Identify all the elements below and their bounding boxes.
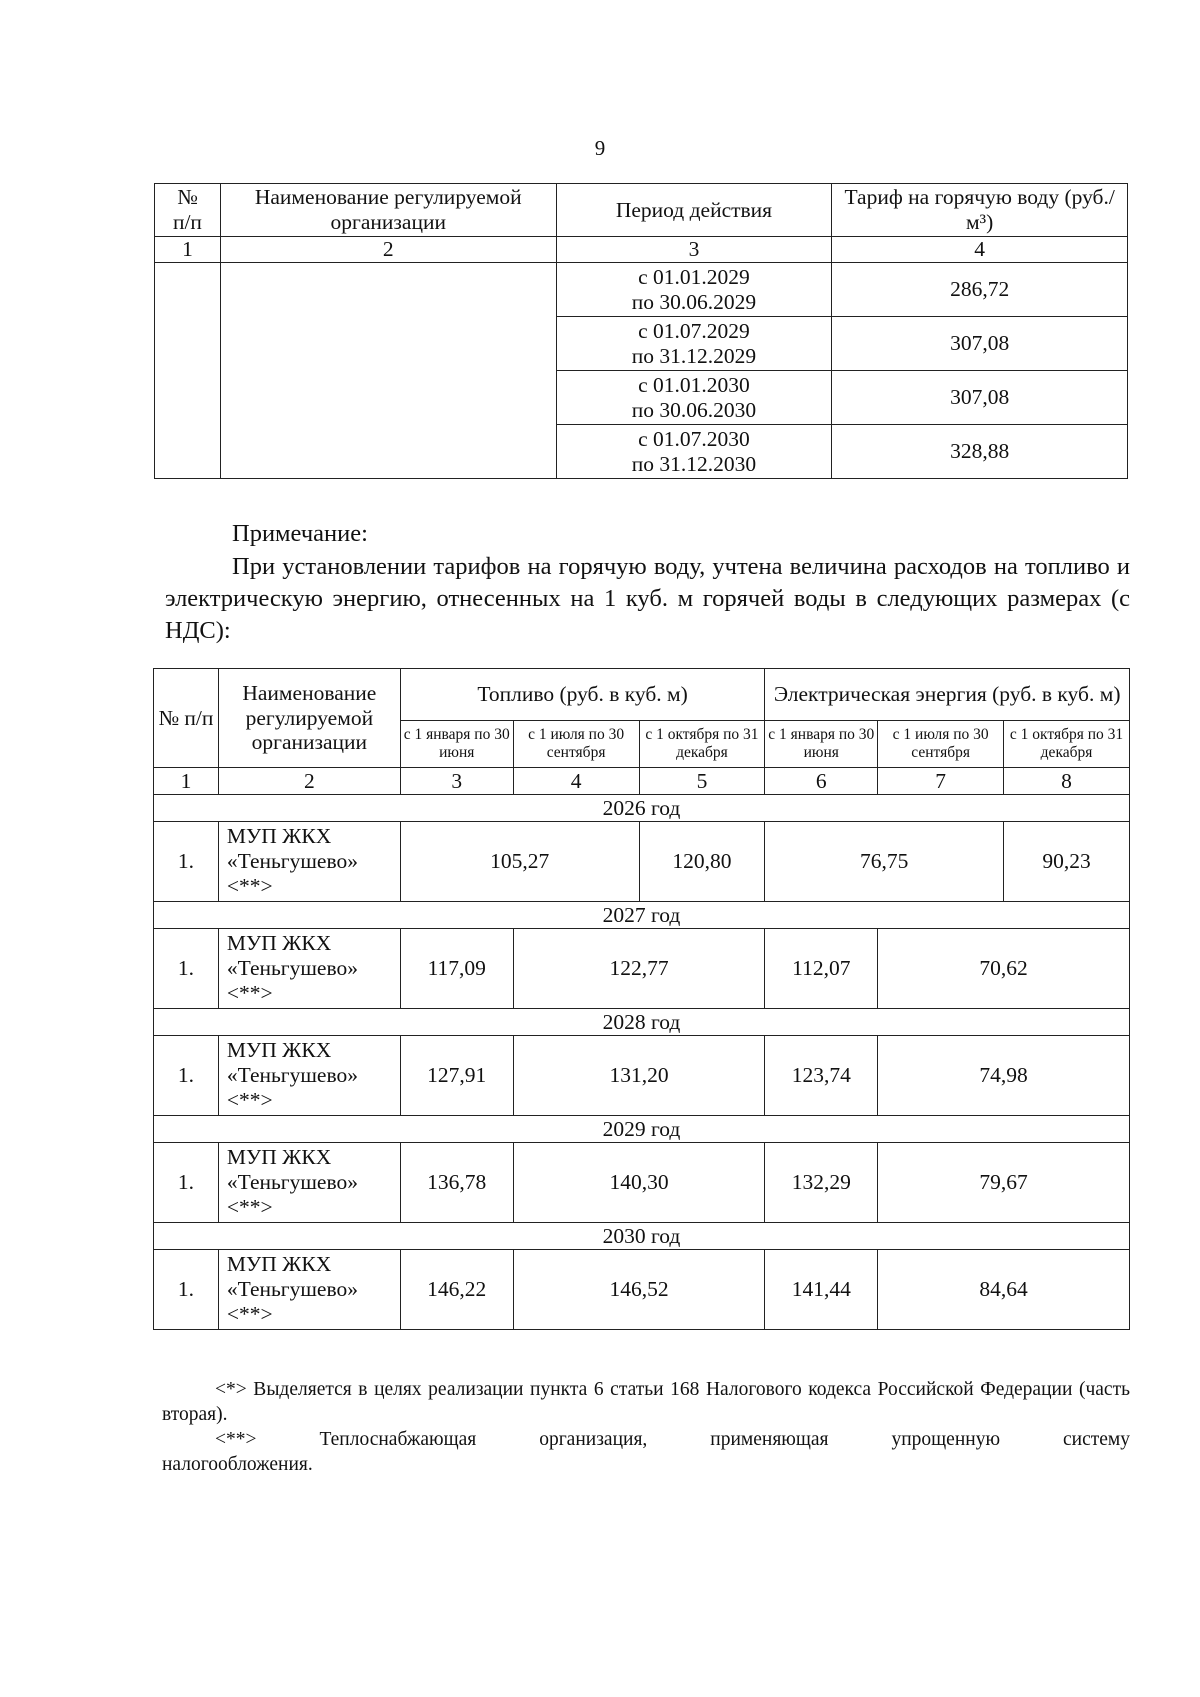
col-number: 7 (878, 768, 1004, 795)
col-number: 3 (556, 237, 832, 263)
fuel-value: 136,78 (400, 1143, 513, 1223)
tariff-cell: 307,08 (832, 317, 1128, 371)
col-number: 6 (765, 768, 878, 795)
col-number: 1 (154, 768, 219, 795)
subheader-period: с 1 октября по 31 декабря (1004, 721, 1130, 768)
fuel-value: 140,30 (513, 1143, 765, 1223)
electricity-value: 90,23 (1004, 822, 1130, 902)
year-row: 2030 год (154, 1223, 1130, 1250)
header-tariff: Тариф на горячую воду (руб./м³) (832, 184, 1128, 237)
subheader-period: с 1 января по 30 июня (765, 721, 878, 768)
header-num: № п/п (155, 184, 221, 237)
table-row (154, 822, 1130, 902)
subheader-period: с 1 июля по 30 сентября (513, 721, 639, 768)
org-name: МУП ЖКХ «Теньгушево» <**> (218, 1250, 400, 1330)
empty-cell (220, 263, 556, 479)
fuel-value: 127,91 (400, 1036, 513, 1116)
header-period: Период действия (556, 184, 832, 237)
header-num: № п/п (154, 669, 219, 768)
org-name: МУП ЖКХ «Теньгушево» <**> (218, 929, 400, 1009)
energy-cost-table (153, 668, 1130, 1330)
tariff-cell: 307,08 (832, 371, 1128, 425)
table-row (155, 263, 1128, 317)
fuel-value: 120,80 (639, 822, 765, 902)
row-number: 1. (154, 822, 219, 902)
fuel-value: 131,20 (513, 1036, 765, 1116)
empty-cell (155, 263, 221, 479)
electricity-value: 132,29 (765, 1143, 878, 1223)
period-cell: с 01.01.2029 по 30.06.2029 (556, 263, 832, 317)
electricity-value: 141,44 (765, 1250, 878, 1330)
col-number: 2 (218, 768, 400, 795)
col-number: 8 (1004, 768, 1130, 795)
org-name: МУП ЖКХ «Теньгушево» <**> (218, 1143, 400, 1223)
electricity-value: 123,74 (765, 1036, 878, 1116)
electricity-value: 74,98 (878, 1036, 1130, 1116)
period-cell: с 01.01.2030 по 30.06.2030 (556, 371, 832, 425)
header-org: Наименование регулируемой организации (218, 669, 400, 768)
subheader-period: с 1 января по 30 июня (400, 721, 513, 768)
hot-water-tariff-table (154, 183, 1128, 479)
table-row (154, 1036, 1130, 1116)
footnotes (162, 1377, 1130, 1477)
row-number: 1. (154, 1143, 219, 1223)
note-title: Примечание: (232, 520, 368, 547)
year-row: 2029 год (154, 1116, 1130, 1143)
col-number: 5 (639, 768, 765, 795)
year-row: 2026 год (154, 795, 1130, 822)
header-electricity: Электрическая энергия (руб. в куб. м) (765, 669, 1130, 721)
year-row: 2028 год (154, 1009, 1130, 1036)
period-cell: с 01.07.2029 по 31.12.2029 (556, 317, 832, 371)
header-fuel: Топливо (руб. в куб. м) (400, 669, 765, 721)
table-row (154, 929, 1130, 1009)
col-number: 4 (832, 237, 1128, 263)
col-number: 4 (513, 768, 639, 795)
period-cell: с 01.07.2030 по 31.12.2030 (556, 425, 832, 479)
subheader-period: с 1 июля по 30 сентября (878, 721, 1004, 768)
header-org: Наименование регулируемой организации (220, 184, 556, 237)
page-number: 9 (594, 136, 606, 160)
row-number: 1. (154, 929, 219, 1009)
tariff-cell: 328,88 (832, 425, 1128, 479)
fuel-value: 117,09 (400, 929, 513, 1009)
electricity-value: 112,07 (765, 929, 878, 1009)
footnote-1: <*> Выделяется в целях реализации пункта 6 статьи 168 Налогового кодекса Российской Федерации (часть вторая). (162, 1379, 1130, 1425)
table-row (154, 1143, 1130, 1223)
electricity-value: 70,62 (878, 929, 1130, 1009)
electricity-value: 84,64 (878, 1250, 1130, 1330)
row-number: 1. (154, 1250, 219, 1330)
org-name: МУП ЖКХ «Теньгушево» <**> (218, 822, 400, 902)
org-name: МУП ЖКХ «Теньгушево» <**> (218, 1036, 400, 1116)
row-number: 1. (154, 1036, 219, 1116)
fuel-value: 146,22 (400, 1250, 513, 1330)
col-number: 3 (400, 768, 513, 795)
subheader-period: с 1 октября по 31 декабря (639, 721, 765, 768)
tariff-cell: 286,72 (832, 263, 1128, 317)
electricity-value: 79,67 (878, 1143, 1130, 1223)
note-body: При установлении тарифов на горячую воду, учтена величина расходов на топливо и электрическую энергию, отнесенных на 1 куб. м горячей воды в следующих размерах (с НДС): (165, 553, 1130, 644)
electricity-value: 76,75 (765, 822, 1004, 902)
fuel-value: 122,77 (513, 929, 765, 1009)
fuel-value: 146,52 (513, 1250, 765, 1330)
year-row: 2027 год (154, 902, 1130, 929)
col-number: 2 (220, 237, 556, 263)
footnote-2: <**> Теплоснабжающая организация, применяющая упрощенную систему налогообложения. (162, 1429, 1130, 1475)
table-row (154, 1250, 1130, 1330)
fuel-value: 105,27 (400, 822, 639, 902)
col-number: 1 (155, 237, 221, 263)
